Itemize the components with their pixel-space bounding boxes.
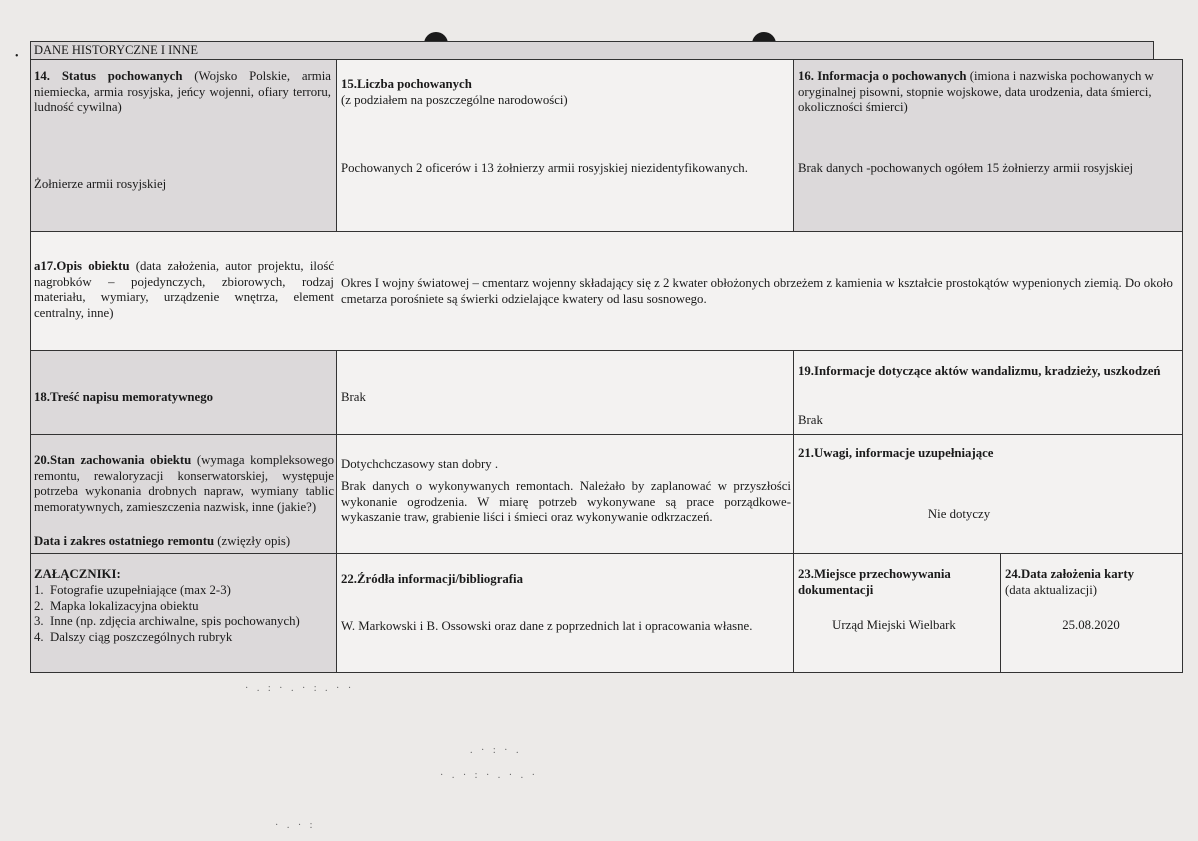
cell-17-value: Okres I wojny światowej – cmentarz wojenny składający się z 2 kwater obłożonych obrzeżem z kamienia w kształcie prostokątów wypenionych ziemią. Do około cmetarza porośniete są świerki odzielające kwatery od lasu sosnowego. <box>341 276 1173 306</box>
cell-19-vandalism <box>793 350 1183 435</box>
cell-15-desc: (z podziałem na poszczególne narodowości) <box>341 92 568 107</box>
cell-20-title: 20.Stan zachowania obiektu <box>34 453 192 467</box>
cell-16-info <box>793 59 1183 232</box>
cell-17-title: a17.Opis obiektu <box>34 259 130 273</box>
cell-14-title: 14. Status pochowanych <box>34 69 183 83</box>
cell-21-value: Nie dotyczy <box>927 507 991 521</box>
attachment-item: 4. Dalszy ciąg poszczególnych rubryk <box>34 629 233 644</box>
cell-20-title2: Data i zakres ostatniego remontu <box>34 534 215 548</box>
cell-17-description <box>30 231 1183 351</box>
attachments-list <box>34 583 304 645</box>
cell-23-title: 23.Miejsce przechowywania dokumentacji <box>798 567 951 597</box>
cell-22-title: 22.Źródła informacji/bibliografia <box>341 572 523 586</box>
scan-noise: · . : · . · : . · · <box>245 683 355 694</box>
cell-22-sources <box>336 553 794 673</box>
cell-20-value2: Brak danych o wykonywanych remontach. Należało by zaplanować w przyszłości wykonanie ogrodzenia. W miarę potrzeb wykonywane są prace porządkowe- wykaszanie traw, grabienie liści i śmieci oraz wykonywanie odkrzaczeń. <box>341 479 791 524</box>
attachments-title: ZAŁĄCZNIKI: <box>34 567 121 581</box>
cell-20-value1: Dotychchczasowy stan dobry . <box>341 457 499 471</box>
cell-17-label <box>34 259 334 321</box>
cell-20-label <box>34 453 334 515</box>
cell-20-condition <box>30 434 337 554</box>
cell-18-title: 18.Treść napisu memoratywnego <box>34 390 214 404</box>
cell-18-value-cell <box>336 350 794 435</box>
cell-23-value: Urząd Miejski Wielbark <box>832 618 956 632</box>
cell-20-value-cell <box>336 434 794 554</box>
scan-noise: . · : · . <box>470 745 522 756</box>
cell-15-count <box>336 59 794 232</box>
attachment-item: 3. Inne (np. zdjęcia archiwalne, spis pochowanych) <box>34 614 300 628</box>
cell-15-label <box>341 77 791 108</box>
cell-21-title: 21.Uwagi, informacje uzupełniające <box>798 446 994 460</box>
cell-19-title: 19.Informacje dotyczące aktów wandalizmu, kradzieży, uszkodzeń <box>798 364 1161 378</box>
scan-noise: · . · : · . · . · <box>440 770 538 781</box>
cell-15-title: 15.Liczba pochowanych <box>341 77 472 91</box>
cell-15-value: Pochowanych 2 oficerów i 13 żołnierzy armii rosyjskiej niezidentyfikowanych. <box>341 161 748 175</box>
cell-24-value: 25.08.2020 <box>1062 618 1120 632</box>
cell-20-label2 <box>34 534 290 550</box>
cell-17-desc: (data założenia, autor projektu, ilość nagrobków – pojedynczych, zbiorowych, rodzaj materiału, wymiary, urządzenie wnętrza, element centralny, inne) <box>34 259 335 320</box>
scan-noise: · . · : <box>275 820 316 831</box>
cell-24-card-date <box>1000 553 1183 673</box>
attachment-item: 2. Mapka lokalizacyjna obiektu <box>34 598 199 613</box>
cell-18-inscription <box>30 350 337 435</box>
cell-20-desc: (wymaga kompleksowego remontu, rewaloryzacji konserwatorskiej, występuje potrzeba wykonania drobnych napraw, wymiany tablic memoratywnych, zamieszczenia nazwisk, inne (jakie?) <box>34 453 334 514</box>
cell-14-label <box>34 69 331 116</box>
cell-22-value: W. Markowski i B. Ossowski oraz dane z poprzednich lat i opracowania własne. <box>341 619 753 633</box>
cell-16-desc: (imiona i nazwiska pochowanych w oryginalnej pisowni, stopnie wojskowe, data urodzenia, data śmierci, okoliczności śmierci) <box>798 69 1154 114</box>
cell-attachments <box>30 553 337 673</box>
cell-21-remarks <box>793 434 1183 554</box>
cell-20-desc2: (zwięzły opis) <box>217 534 291 548</box>
attachment-item: 1. Fotografie uzupełniające (max 2-3) <box>34 583 231 597</box>
cell-24-title: 24.Data założenia karty <box>1005 567 1135 581</box>
cell-18-value: Brak <box>341 390 366 404</box>
cell-14-value: Żołnierze armii rosyjskiej <box>34 177 167 191</box>
cell-24-label <box>1005 567 1181 598</box>
cell-23-storage <box>793 553 1001 673</box>
cell-14-desc: (Wojsko Polskie, armia niemiecka, armia rosyjska, jeńcy wojenni, ofiary terroru, ludność cywilna) <box>34 69 331 114</box>
cell-16-value: Brak danych -pochowanych ogółem 15 żołnierzy armii rosyjskiej <box>798 161 1134 175</box>
section-title: DANE HISTORYCZNE I INNE <box>34 43 198 57</box>
section-header <box>30 41 1154 59</box>
bullet-mark: • <box>15 51 19 62</box>
cell-16-title: 16. Informacja o pochowanych <box>798 69 967 83</box>
cell-14-status <box>30 59 337 232</box>
cell-19-value: Brak <box>798 413 823 427</box>
cell-24-desc: (data aktualizacji) <box>1005 582 1098 597</box>
cell-16-label <box>798 69 1176 116</box>
